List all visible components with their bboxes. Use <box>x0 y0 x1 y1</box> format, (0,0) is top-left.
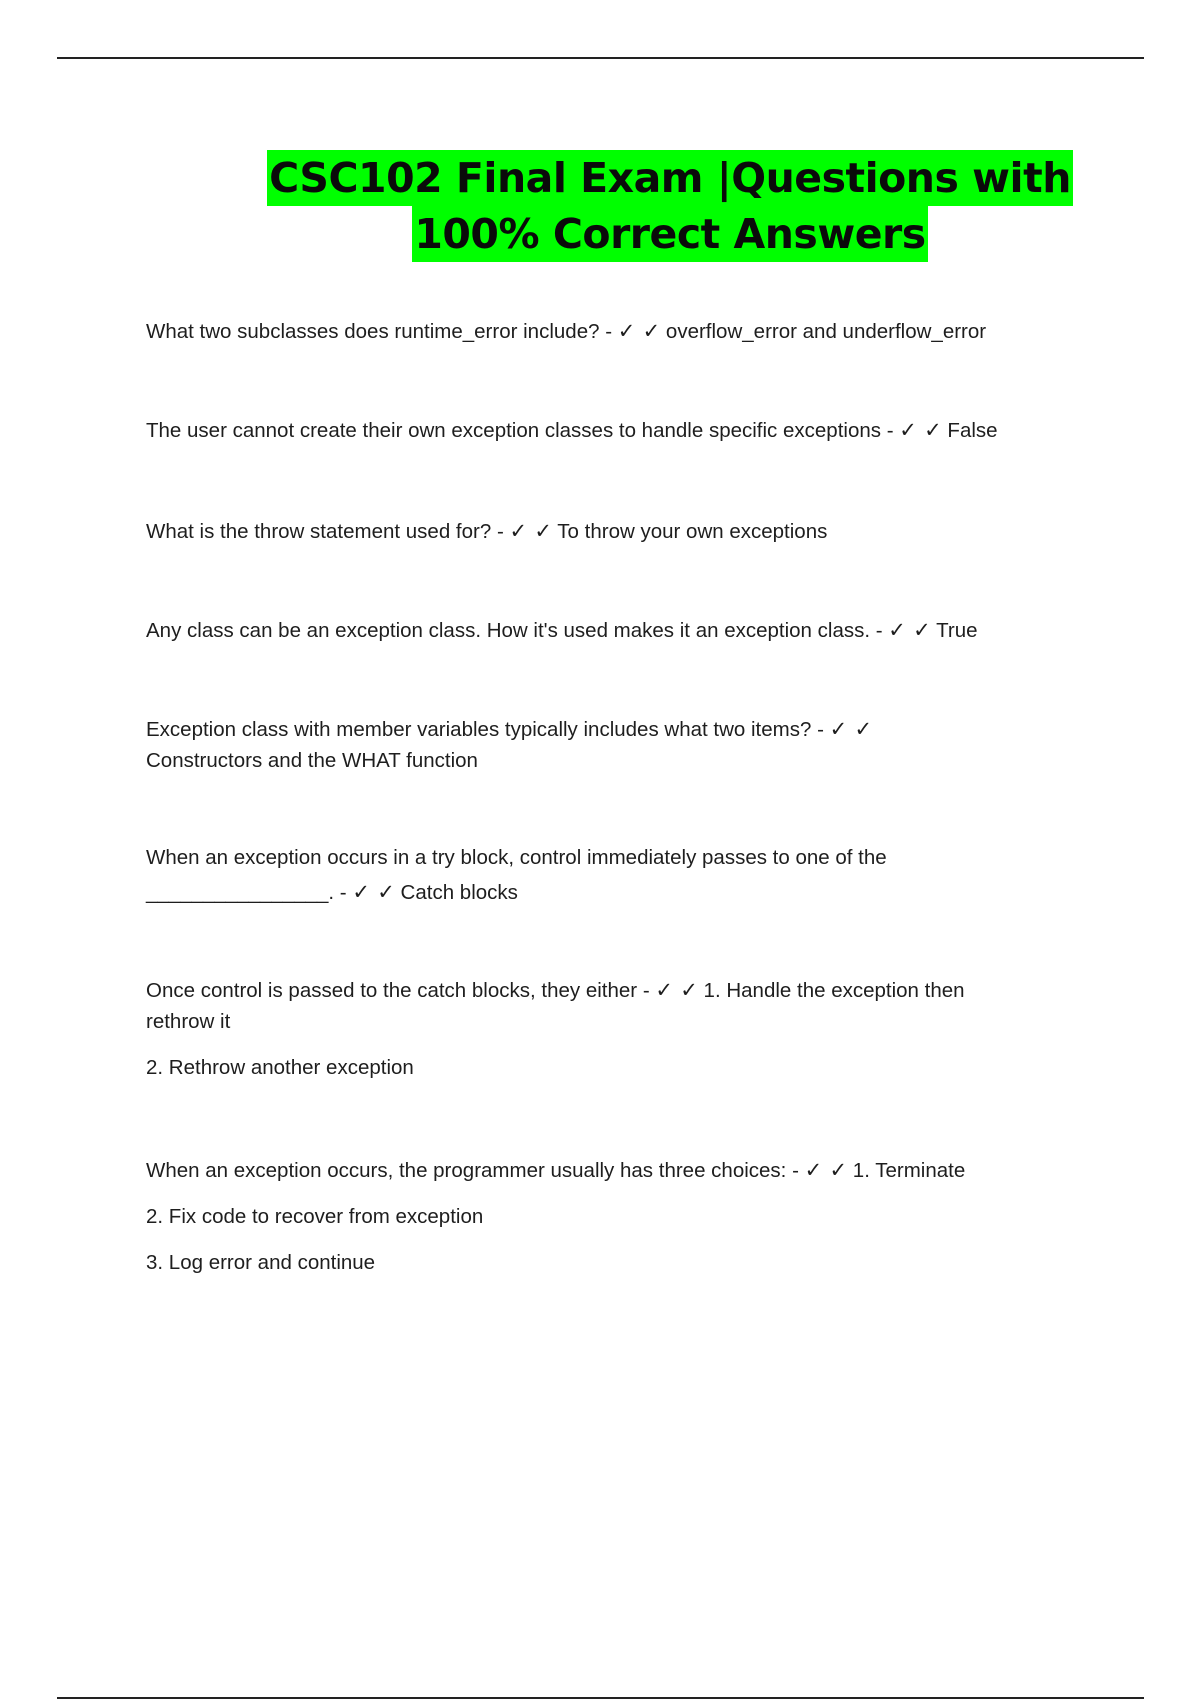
title-line-2: 100% Correct Answers <box>412 206 927 262</box>
qa-text <box>146 615 1046 646</box>
answer-text: 1. Handle the exception then rethrow it <box>146 979 965 1033</box>
document-title <box>240 150 1100 262</box>
question-text: Once control is passed to the catch blocks, they either - <box>146 979 656 1002</box>
check-icon: ✓ ✓ <box>509 519 552 543</box>
answer-text: Constructors and the WHAT function <box>146 749 478 772</box>
qa-text <box>146 840 976 910</box>
check-icon: ✓ ✓ <box>899 418 942 442</box>
answer-text: overflow_error and underflow_error <box>660 320 987 343</box>
question-text: When an exception occurs, the programmer usually has three choices: - <box>146 1159 805 1182</box>
qa-item <box>146 615 1046 646</box>
answer-text: True <box>930 619 978 642</box>
answer-text: Catch blocks <box>394 881 518 904</box>
answer-text: 1. Terminate <box>847 1159 966 1182</box>
answer-continuation: 2. Fix code to recover from exception <box>146 1205 484 1228</box>
answer-continuation: 3. Log error and continue <box>146 1251 376 1274</box>
title-line-1: CSC102 Final Exam |Questions with <box>267 150 1073 206</box>
qa-item <box>146 1155 1046 1278</box>
qa-item <box>146 316 1046 347</box>
qa-item <box>146 975 996 1083</box>
question-text: The user cannot create their own exception classes to handle specific exceptions - <box>146 419 900 442</box>
check-icon: ✓ ✓ <box>655 978 698 1002</box>
question-text: What is the throw statement used for? - <box>146 520 510 543</box>
check-icon: ✓ ✓ <box>804 1158 848 1182</box>
qa-item <box>146 840 976 910</box>
question-text: Exception class with member variables typically includes what two items? - <box>146 718 830 741</box>
qa-item <box>146 714 1046 776</box>
check-icon: ✓ ✓ <box>352 880 395 904</box>
check-icon: ✓ ✓ <box>829 717 873 741</box>
question-text: What two subclasses does runtime_error include? - <box>146 320 618 343</box>
footer-rule <box>57 1697 1144 1699</box>
qa-text <box>146 316 1046 347</box>
qa-text <box>146 714 1046 776</box>
answer-text: False <box>941 419 998 442</box>
qa-text <box>146 415 1046 446</box>
answer-text: To throw your own exceptions <box>551 520 828 543</box>
header-rule <box>57 57 1144 59</box>
check-icon: ✓ ✓ <box>617 319 661 343</box>
question-text: When an exception occurs in a try block, control immediately passes to one of the ________________. - <box>146 846 887 904</box>
qa-item <box>146 415 1046 446</box>
qa-text <box>146 516 1046 547</box>
qa-text <box>146 1155 1046 1186</box>
qa-text <box>146 975 996 1037</box>
qa-item <box>146 516 1046 547</box>
answer-continuation: 2. Rethrow another exception <box>146 1056 414 1079</box>
check-icon: ✓ ✓ <box>888 618 931 642</box>
question-text: Any class can be an exception class. How it's used makes it an exception class. - <box>146 619 889 642</box>
